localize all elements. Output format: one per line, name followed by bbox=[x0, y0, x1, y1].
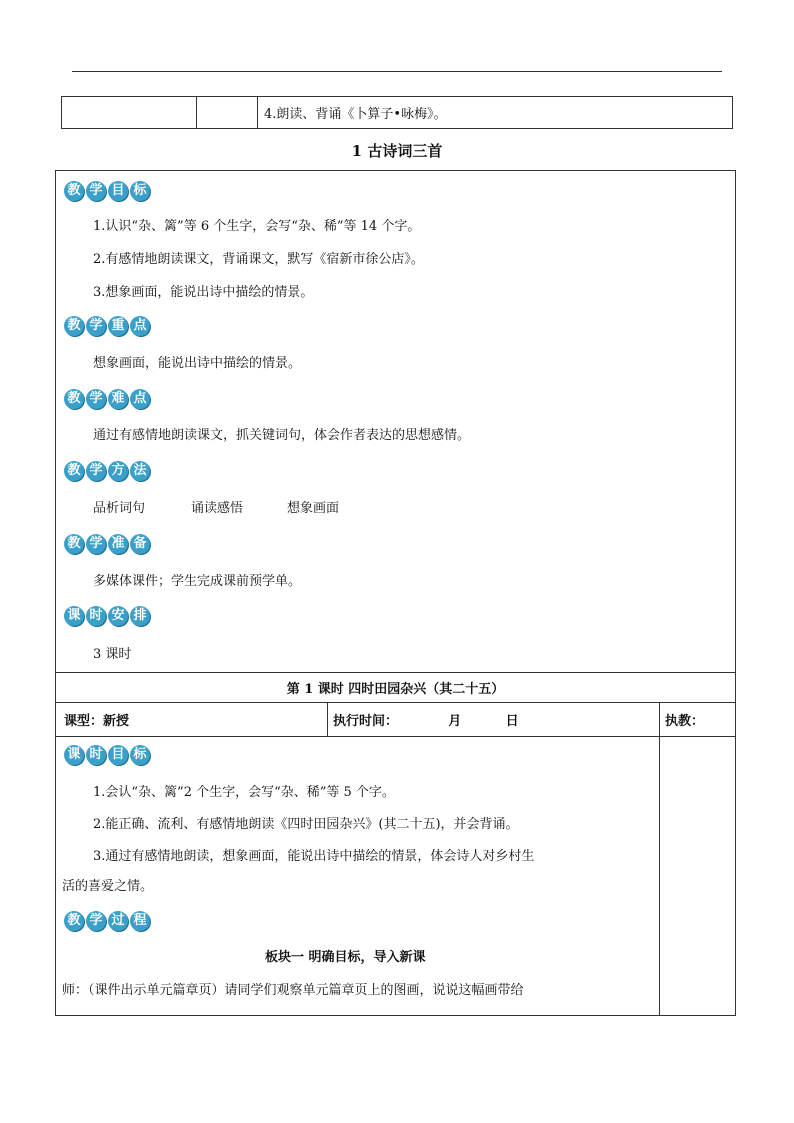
badge-char: 程 bbox=[130, 911, 150, 931]
badge-char: 过 bbox=[108, 911, 128, 931]
badge-char: 目 bbox=[108, 181, 128, 201]
badge-char: 课 bbox=[64, 606, 84, 626]
badge-char: 学 bbox=[86, 911, 106, 931]
header-rule bbox=[72, 71, 722, 72]
badge-char: 重 bbox=[108, 316, 128, 336]
badge-char: 标 bbox=[130, 745, 150, 765]
badge-char: 学 bbox=[86, 461, 106, 481]
badge-char: 学 bbox=[86, 181, 106, 201]
lesson-goal-item: 3.通过有感情地朗读，想象画面，能说出诗中描绘的情景，体会诗人对乡村生 bbox=[93, 849, 535, 864]
badge-char: 教 bbox=[64, 911, 84, 931]
teaching-method-badge bbox=[64, 461, 150, 481]
teacher-text: 师：（课件出示单元篇章页）请同学们观察单元篇章页上的图画，说说这幅画带给 bbox=[62, 983, 524, 998]
execution-time-cell bbox=[328, 703, 660, 737]
badge-char: 难 bbox=[108, 389, 128, 409]
badge-char: 备 bbox=[130, 534, 150, 554]
month-label: 月 bbox=[448, 714, 462, 729]
prep-text: 多媒体课件；学生完成课前预学单。 bbox=[93, 574, 302, 589]
badge-char: 课 bbox=[64, 745, 84, 765]
lesson-type: 课型：新授 bbox=[56, 703, 328, 737]
key-points-badge bbox=[64, 316, 150, 336]
teacher-label: 执教： bbox=[660, 703, 736, 737]
key-points-text: 想象画面，能说出诗中描绘的情景。 bbox=[93, 356, 302, 371]
badge-char: 学 bbox=[86, 389, 106, 409]
badge-char: 点 bbox=[130, 389, 150, 409]
lesson-title: 1 古诗词三首 bbox=[351, 142, 443, 160]
badge-char: 教 bbox=[64, 461, 84, 481]
execution-time-label: 执行时间： bbox=[333, 714, 399, 729]
teaching-process-badge bbox=[64, 911, 150, 931]
badge-char: 安 bbox=[108, 606, 128, 626]
badge-char: 学 bbox=[86, 534, 106, 554]
goal-item: 2.有感情地朗读课文，背诵课文，默写《宿新市徐公店》。 bbox=[93, 252, 424, 267]
block-title: 板块一 明确目标，导入新课 bbox=[265, 950, 426, 965]
method-item: 想象画面 bbox=[287, 501, 340, 516]
lesson-goal-item: 活的喜爱之情。 bbox=[62, 879, 154, 894]
badge-char: 标 bbox=[130, 181, 150, 201]
method-item: 诵读感悟 bbox=[191, 501, 244, 516]
badge-char: 教 bbox=[64, 389, 84, 409]
top-table bbox=[61, 96, 733, 129]
difficult-points-badge bbox=[64, 389, 150, 409]
badge-char: 排 bbox=[130, 606, 150, 626]
lesson-goal-item: 2.能正确、流利、有感情地朗读《四时田园杂兴》(其二十五)，并会背诵。 bbox=[93, 817, 519, 832]
lesson-goal-item: 1.会认“杂、篱”2 个生字，会写“杂、稀”等 5 个字。 bbox=[93, 785, 395, 800]
lesson1-side-cell bbox=[660, 737, 736, 1016]
objective-item-4: 4.朗读、背诵《卜算子•咏梅》。 bbox=[258, 97, 733, 129]
overview-box bbox=[55, 170, 736, 673]
lesson1-content bbox=[56, 737, 660, 1016]
method-item: 品析词句 bbox=[93, 501, 146, 516]
day-label: 日 bbox=[505, 714, 519, 729]
goal-item: 3.想象画面，能说出诗中描绘的情景。 bbox=[93, 285, 314, 300]
empty-cell bbox=[197, 97, 258, 129]
teaching-goals-badge bbox=[64, 181, 150, 201]
badge-char: 法 bbox=[130, 461, 150, 481]
badge-char: 点 bbox=[130, 316, 150, 336]
schedule-text: 3 课时 bbox=[93, 647, 132, 662]
badge-char: 教 bbox=[64, 316, 84, 336]
badge-char: 时 bbox=[86, 606, 106, 626]
schedule-badge bbox=[64, 606, 150, 626]
badge-char: 方 bbox=[108, 461, 128, 481]
badge-char: 教 bbox=[64, 534, 84, 554]
goal-item: 1.认识“杂、篱”等 6 个生字，会写“杂、稀”等 14 个字。 bbox=[93, 219, 421, 234]
badge-char: 目 bbox=[108, 745, 128, 765]
empty-cell bbox=[62, 97, 197, 129]
badge-char: 教 bbox=[64, 181, 84, 201]
lesson-goals-badge bbox=[64, 745, 150, 765]
badge-char: 准 bbox=[108, 534, 128, 554]
teaching-prep-badge bbox=[64, 534, 150, 554]
lesson1-heading: 第 1 课时 四时田园杂兴（其二十五） bbox=[56, 673, 736, 703]
difficult-points-text: 通过有感情地朗读课文，抓关键词句，体会作者表达的思想感情。 bbox=[93, 428, 471, 443]
badge-char: 学 bbox=[86, 316, 106, 336]
badge-char: 时 bbox=[86, 745, 106, 765]
